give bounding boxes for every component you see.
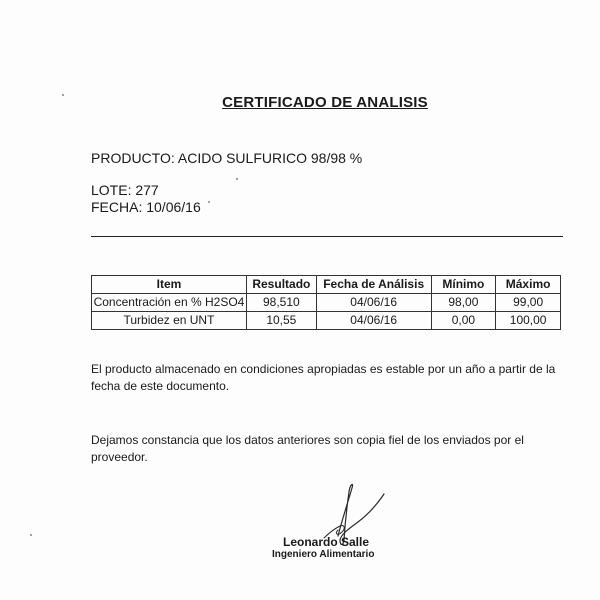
stability-paragraph: El producto almacenado en condiciones apropiadas es estable por un año a partir de la fecha de este documento. xyxy=(91,362,556,393)
cell-item: Turbidez en UNT xyxy=(92,312,247,330)
cell-resultado: 98,510 xyxy=(246,294,316,312)
cell-fecha: 04/06/16 xyxy=(316,312,431,330)
table-row xyxy=(92,312,561,330)
cell-maximo: 100,00 xyxy=(496,312,561,330)
scan-speck xyxy=(30,534,32,536)
header-item: Item xyxy=(92,276,247,294)
table-header-row xyxy=(92,276,561,294)
scan-speck xyxy=(208,201,210,203)
header-resultado: Resultado xyxy=(246,276,316,294)
scan-speck xyxy=(62,94,64,96)
cell-item: Concentración en % H2SO4 xyxy=(92,294,247,312)
analysis-table xyxy=(91,275,561,330)
cell-resultado: 10,55 xyxy=(246,312,316,330)
signer-role: Ingeniero Alimentario xyxy=(272,549,375,560)
constancia-paragraph: Dejamos constancia que los datos anteriores son copia fiel de los enviados por el proveedor. xyxy=(91,433,524,464)
scan-speck xyxy=(236,178,238,180)
cell-maximo: 99,00 xyxy=(496,294,561,312)
cell-minimo: 98,00 xyxy=(431,294,496,312)
lote-line: LOTE: 277 xyxy=(91,182,159,198)
product-line: PRODUCTO: ACIDO SULFURICO 98/98 % xyxy=(91,150,363,166)
cell-fecha: 04/06/16 xyxy=(316,294,431,312)
cell-minimo: 0,00 xyxy=(431,312,496,330)
header-fecha-analisis: Fecha de Análisis xyxy=(316,276,431,294)
fecha-line: FECHA: 10/06/16 xyxy=(91,199,201,215)
horizontal-divider xyxy=(91,236,563,237)
header-minimo: Mínimo xyxy=(431,276,496,294)
signer-name: Leonardo Salle xyxy=(283,535,370,549)
header-maximo: Máximo xyxy=(496,276,561,294)
table-row xyxy=(92,294,561,312)
document-title: CERTIFICADO DE ANALISIS xyxy=(222,94,428,111)
